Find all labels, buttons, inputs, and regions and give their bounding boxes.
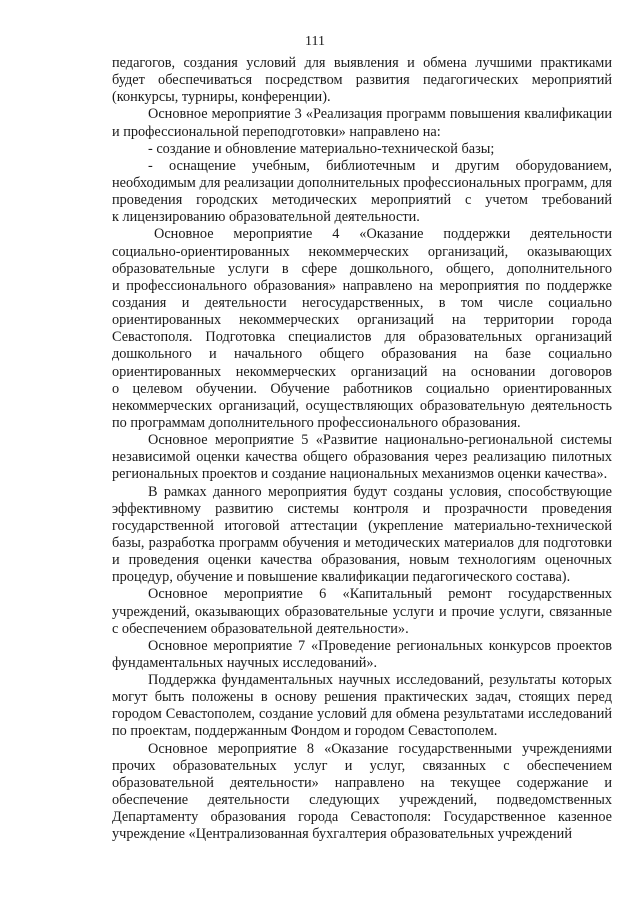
paragraph bbox=[112, 741, 612, 844]
paragraph bbox=[112, 55, 612, 106]
text-line: образовательные услуги в сфере дошкольного, общего, дополнительного bbox=[112, 260, 612, 277]
text-line: Основное мероприятие 6 «Капитальный ремонт государственных bbox=[148, 586, 612, 603]
text-line: Департаменту образования города Севастополя: Государственное казенное bbox=[112, 809, 612, 826]
text-line: проведения городских методических мероприятий с учетом требований bbox=[112, 192, 612, 209]
text-line: (конкурсы, турниры, конференции). bbox=[112, 89, 331, 106]
paragraph bbox=[112, 158, 612, 227]
paragraph bbox=[112, 106, 612, 140]
text-line: городом Севастополем, создание условий для обмена результатами исследований bbox=[112, 706, 612, 723]
text-line: эффективному развитию системы контроля и прозрачности проведения bbox=[112, 500, 612, 517]
paragraph bbox=[112, 638, 612, 672]
text-line: и профессионального образования» направлено на мероприятия по поддержке bbox=[112, 277, 612, 294]
text-line: В рамках данного мероприятия будут созданы условия, способствующие bbox=[148, 483, 612, 500]
text-line: независимой оценки качества общего образования через реализацию пилотных bbox=[112, 449, 612, 466]
text-line: по программам дополнительного профессионального образования. bbox=[112, 414, 521, 431]
text-line: Основное мероприятие 5 «Развитие национально-региональной системы bbox=[148, 432, 612, 449]
paragraph bbox=[112, 484, 612, 587]
text-line: о целевом обучении. Обучение работников социально ориентированных bbox=[112, 380, 612, 397]
text-line: учреждение «Централизованная бухгалтерия образовательных учреждений bbox=[112, 826, 572, 843]
text-line: прочих образовательных услуг и услуг, связанных с обеспечением bbox=[112, 757, 612, 774]
text-line: Основное мероприятие 4 «Оказание поддержки деятельности bbox=[154, 226, 612, 243]
text-line: к лицензированию образовательной деятельности. bbox=[112, 209, 420, 226]
text-line: региональных проектов и создание национальных механизмов оценки качества». bbox=[112, 466, 608, 483]
text-line: социально-ориентированных некоммерческих организаций, оказывающих bbox=[112, 243, 612, 260]
page-number: 111 bbox=[305, 34, 325, 49]
text-line: обеспечение деятельности следующих учреждений, подведомственных bbox=[112, 792, 612, 809]
text-line: Основное мероприятие 3 «Реализация программ повышения квалификации bbox=[148, 106, 612, 123]
text-line: - оснащение учебным, библиотечным и другим оборудованием, bbox=[148, 157, 612, 174]
text-line: дошкольного и начального общего образования на базе социально bbox=[112, 346, 612, 363]
text-line: будет обеспечиваться посредством развития педагогических мероприятий bbox=[112, 72, 612, 89]
text-line: педагогов, создания условий для выявления и обмена лучшими практиками bbox=[112, 55, 612, 71]
text-line: Основное мероприятие 8 «Оказание государственными учреждениями bbox=[148, 740, 612, 757]
text-line: и профессиональной переподготовки» направлено на: bbox=[112, 123, 441, 140]
paragraph bbox=[112, 586, 612, 637]
text-line: Поддержка фундаментальных научных исследований, результаты которых bbox=[148, 672, 612, 689]
text-line: и проведения оценки качества образования, новым технологиям оценочных bbox=[112, 552, 612, 569]
document-body bbox=[112, 55, 612, 843]
text-line: процедур, обучение и повышение квалификации педагогического состава). bbox=[112, 569, 571, 586]
text-line: - создание и обновление материально-технической базы; bbox=[148, 140, 495, 157]
text-line: по проектам, поддержанным Фондом и городом Севастополем. bbox=[112, 723, 498, 740]
paragraph bbox=[112, 672, 612, 741]
text-line: учреждений, оказывающих образовательные услуги и прочие услуги, связанные bbox=[112, 603, 612, 620]
paragraph bbox=[112, 141, 612, 158]
text-line: Основное мероприятие 7 «Проведение региональных конкурсов проектов bbox=[148, 637, 612, 654]
text-line: могут быть положены в основу решения практических задач, стоящих перед bbox=[112, 689, 612, 706]
text-line: с обеспечением образовательной деятельности». bbox=[112, 620, 409, 637]
text-line: необходимым для реализации дополнительных профессиональных программ, для bbox=[112, 174, 612, 191]
text-line: базы, разработка программ обучения и методических материалов для подготовки bbox=[112, 534, 612, 551]
text-line: фундаментальных научных исследований». bbox=[112, 654, 378, 671]
paragraph bbox=[112, 432, 612, 483]
text-line: образовательной деятельности» направлено на текущее содержание и bbox=[112, 774, 612, 791]
text-line: создания и деятельности негосударственных, в том числе социально bbox=[112, 294, 612, 311]
text-line: ориентированных некоммерческих организаций на территории города bbox=[112, 312, 612, 329]
text-line: некоммерческих организаций, осуществляющих образовательную деятельность bbox=[112, 397, 612, 414]
text-line: Севастополя. Подготовка специалистов для образовательных организаций bbox=[112, 329, 612, 346]
paragraph bbox=[112, 226, 612, 432]
text-line: государственной итоговой аттестации (укрепление материально-технической bbox=[112, 517, 612, 534]
text-line: ориентированных некоммерческих организаций на основании договоров bbox=[112, 363, 612, 380]
